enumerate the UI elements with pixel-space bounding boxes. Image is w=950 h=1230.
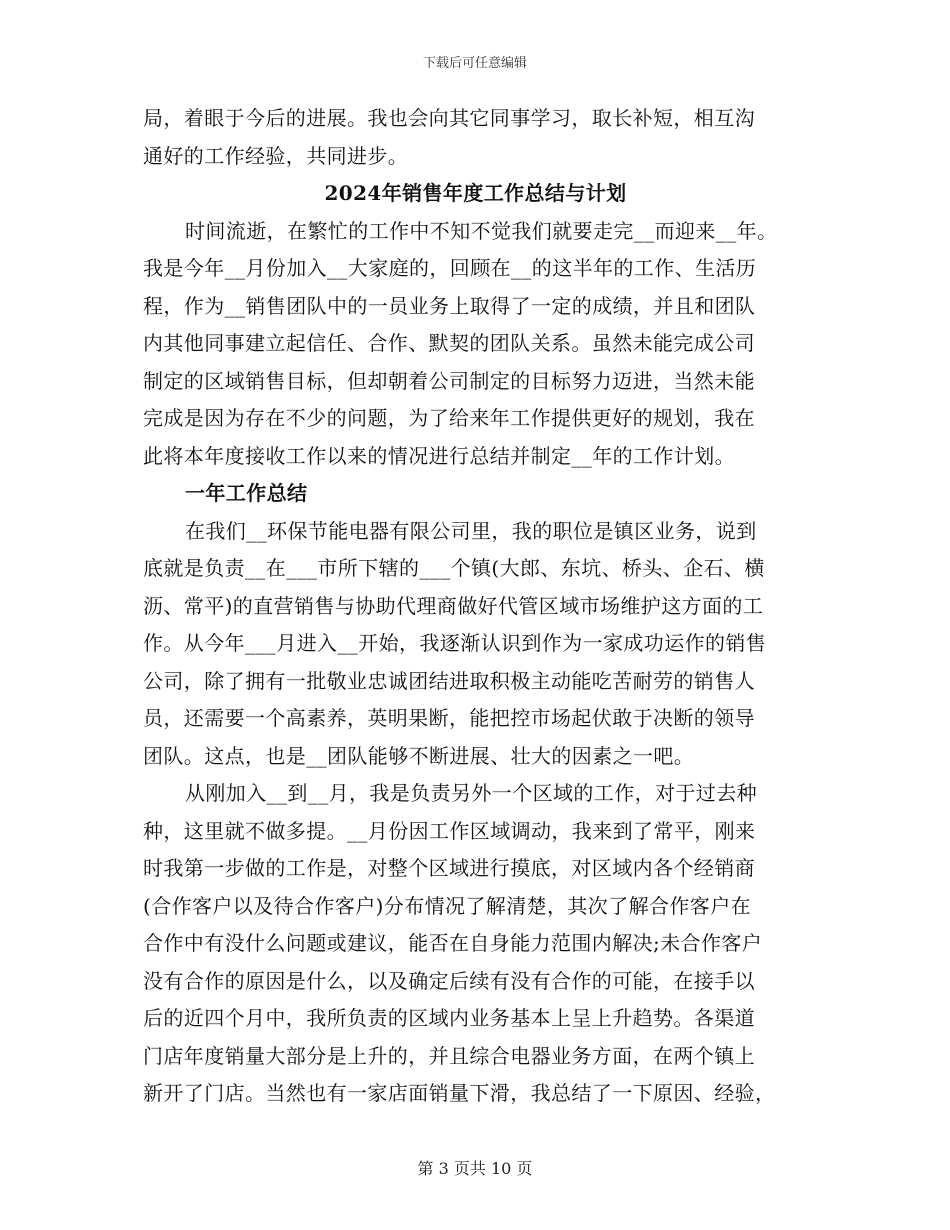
section-heading: 一年工作总结 <box>185 481 308 505</box>
page-footer: 第 3 页共 10 页 <box>417 1159 533 1178</box>
body-line: (合作客户以及待合作客户)分布情况了解清楚，其次了解合作客户在 <box>143 893 752 918</box>
body-line: 制定的区域销售目标，但却朝着公司制定的目标努力迈进，当然未能 <box>143 368 755 393</box>
body-line: 内其他同事建立起信任、合作、默契的团队关系。虽然未能完成公司 <box>143 331 755 355</box>
page-header: 下载后可任意编辑 <box>422 56 527 71</box>
body-line: 团队。这点，也是__团队能够不断进展、壮大的因素之一吧。 <box>143 743 695 768</box>
body-line: 我是今年__月份加入__大家庭的，回顾在__的这半年的工作、生活历 <box>143 256 757 280</box>
document-body <box>143 100 808 1113</box>
body-line: 沥、常平)的直营销售与协助代理商做好代管区域市场维护这方面的工 <box>143 593 764 618</box>
body-line: 程，作为__销售团队中的一员业务上取得了一定的成绩，并且和团队 <box>143 293 756 318</box>
body-line: 完成是因为存在不少的问题，为了给来年工作提供更好的规划，我在 <box>143 406 755 430</box>
body-line: 此将本年度接收工作以来的情况进行总结并制定__年的工作计划。 <box>143 443 735 468</box>
body-line: 员，还需要一个高素养，英明果断，能把控市场起伏敢于决断的领导 <box>143 706 755 730</box>
body-line: 时我第一步做的工作是，对整个区域进行摸底，对区域内各个经销商 <box>143 856 755 880</box>
body-line: 通好的工作经验，共同进步。 <box>143 143 409 168</box>
body-line: 后的近四个月中，我所负责的区域内业务基本上呈上升趋势。各渠道 <box>143 1006 755 1030</box>
body-line: 合作中有没什么问题或建议，能否在自身能力范围内解决;未合作客户 <box>143 931 763 955</box>
body-line: 门店年度销量大部分是上升的，并且综合电器业务方面，在两个镇上 <box>143 1043 755 1068</box>
body-line: 种，这里就不做多提。__月份因工作区域调动，我来到了常平，刚来 <box>143 818 756 843</box>
body-line: 公司，除了拥有一批敬业忠诚团结进取积极主动能吃苦耐劳的销售人 <box>143 668 755 693</box>
body-line: 底就是负责__在___市所下辖的___个镇(大郎、东坑、桥头、企石、横 <box>143 556 765 580</box>
paragraph-first-line: 从刚加入__到__月，我是负责另外一个区域的工作，对于过去种 <box>185 781 757 805</box>
body-line: 局，着眼于今后的进展。我也会向其它同事学习，取长补短，相互沟 <box>143 106 755 130</box>
body-line: 新开了门店。当然也有一家店面销量下滑，我总结了一下原因、经验， <box>143 1081 776 1105</box>
paragraph-first-line: 在我们__环保节能电器有限公司里，我的职位是镇区业务，说到 <box>185 518 757 543</box>
document-title: 2024年销售年度工作总结与计划 <box>324 181 627 205</box>
body-line: 没有合作的原因是什么，以及确定后续有没有合作的可能，在接手以 <box>143 968 755 993</box>
body-line: 作。从今年___月进入__开始，我逐渐认识到作为一家成功运作的销售 <box>143 631 767 655</box>
paragraph-first-line: 时间流逝，在繁忙的工作中不知不觉我们就要走完__而迎来__年。 <box>185 218 778 243</box>
